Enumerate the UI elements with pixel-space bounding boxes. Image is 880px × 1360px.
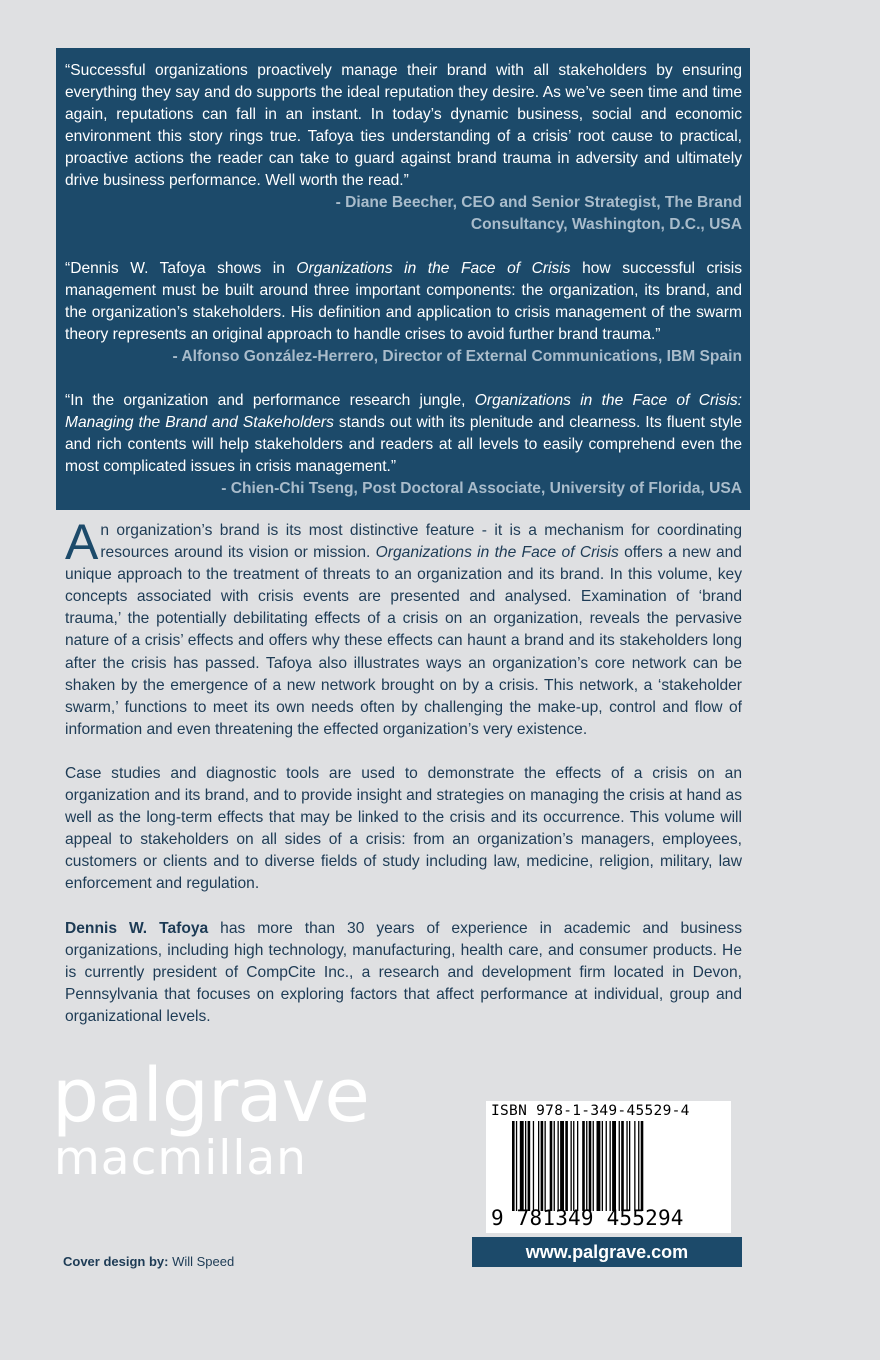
endorsement-3 [65,390,742,500]
barcode-bar [541,1121,544,1211]
logo-line-macmillan: macmillan [54,1131,307,1186]
barcode-bar [545,1121,546,1211]
logo-line-palgrave: palgrave [52,1053,369,1139]
credit-name: Will Speed [168,1254,235,1269]
barcode-bar [528,1121,531,1211]
book-description [65,514,742,1050]
endorsement-text [65,390,742,478]
cover-design-credit [63,1254,234,1269]
publisher-logo [52,1053,369,1186]
description-paragraph-2: Case studies and diagnostic tools are used to demonstrate the effects of a crisis on an organization and its brand, and to provide insight and strategies on managing the crisis at hand as well as the long-term effects that may be linked to the crisis and its occurrence. This volume will appeal to stakeholders on all sides of a crisis: from an organization’s managers, employees, customers or clients and to diverse fields of study including law, medicine, religion, military, law enforcement and regulation. [65,764,742,893]
barcode-bar [525,1121,526,1211]
barcode-bar [612,1121,616,1211]
text-span: has more than 30 years of experience in academic and business organizations, including high technology, manufacturing, health care, and consumer products. He is currently president of CompCite Inc., a research and development firm located in Devon, Pennsylvania that focuses on exploring factors that affect performance at individual, group and organizational levels. [65,919,742,1025]
endorsements-panel [56,48,750,510]
barcode-bar [560,1121,564,1211]
barcode-bar [589,1121,592,1211]
endorsement-attribution [65,192,742,236]
drop-cap: A [65,514,99,570]
barcode-bar [550,1121,553,1211]
endorsement-attribution: - Alfonso González-Herrero, Director of External Communications, IBM Spain [172,348,742,365]
barcode-bar [558,1121,559,1211]
description-paragraph-1 [65,514,742,741]
barcode-bar [610,1121,611,1211]
author-name: Dennis W. Tafoya [65,919,209,937]
book-title-italic: Organizations in the Face of Crisis [296,260,571,277]
barcode-bar [602,1121,603,1211]
attribution-line: - Diane Beecher, CEO and Senior Strategist, The Brand [335,194,742,211]
text-span: stands out with its plenitude and clearness. Its fluent style and rich contents will help stakeholders and readers at all levels to easily comprehend even the most complicated issues in crisis management.” [65,414,742,475]
barcode-bar [516,1121,517,1211]
barcode-bar [565,1121,568,1211]
barcode-bar [573,1121,574,1211]
barcode-bar [606,1121,607,1211]
endorsement-text: “Successful organizations proactively manage their brand with all stakeholders by ensuring everything they say and do supports the ideal reputation they desire. As we’ve seen time and time again, reputations can fall in an instant. In today’s dynamic business, social and economic environment this story rings true. Tafoya ties understanding of a crisis’ root cause to practical, proactive actions the reader can take to guard against brand trauma in adversity and ultimately drive business performance. Well worth the read.” [65,62,742,189]
barcode-bar [582,1121,585,1211]
barcode-bar [512,1121,515,1211]
barcode-bar [641,1121,644,1211]
credit-label: Cover design by: [63,1254,169,1269]
barcode-bar [554,1121,555,1211]
text-span: how successful crisis management must be built around three important components: the organization, its brand, and the organization’s stakeholders. His definition and application to crisis management of the swarm theory represents an original approach to handle crises to avoid further brand trauma.” [65,260,743,343]
endorsement-1 [65,60,742,236]
text-span: n organization’s brand is its most distinctive feature - it is a mechanism for coordinating resources around its vision or mission. [100,522,742,562]
isbn-label: ISBN 978-1-349-45529-4 [491,1103,690,1119]
endorsement-2 [65,258,742,368]
barcode-bar [533,1121,534,1211]
text-span: offers a new and unique approach to the treatment of threats to an organization and its brand. In this volume, key concepts associated with crisis events are presented and analysed. Examination of ‘brand trauma,’ the potentially debilitating effects of a crisis on an organization, reveals the pervasive nature of a crisis’ effects and offers why these effects can haunt a brand and its stakeholders long after the crisis has passed. Tafoya also illustrates ways an organization’s core network can be shaken by the emergence of a new network brought on by a crisis. This network, a ‘stakeholder swarm,’ functions to meet its own needs often by challenging the make-up, control and flow of information and even threatening the effected organization’s very existence. [65,544,742,738]
barcode-bar [634,1121,635,1211]
barcode-bar [538,1121,539,1211]
endorsement-text [65,258,742,346]
author-bio [65,918,742,1028]
barcode-digits: 9 781349 455294 [491,1206,684,1230]
barcode-bar [577,1121,578,1211]
attribution-line: Consultancy, Washington, D.C., USA [470,216,742,233]
isbn-barcode [486,1101,731,1233]
text-span: “In the organization and performance research jungle, [65,392,475,409]
publisher-url: www.palgrave.com [472,1237,742,1267]
barcode-bar [520,1121,524,1211]
barcode-bar [586,1121,587,1211]
text-span: “Dennis W. Tafoya shows in [65,260,297,277]
barcode-bar [571,1121,572,1211]
endorsement-attribution: - Chien-Chi Tseng, Post Doctoral Associate, University of Florida, USA [221,480,742,497]
barcode-bar [621,1121,624,1211]
book-title-italic: Organizations in the Face of Crisis: Managing the Brand and Stakeholders [65,392,742,431]
barcode-bar [593,1121,594,1211]
barcode-bar [619,1121,620,1211]
barcode-bar [638,1121,639,1211]
barcode-bar [629,1121,630,1211]
barcode-bar [597,1121,601,1211]
book-title-italic: Organizations in the Face of Crisis [375,544,619,562]
barcode-bar [626,1121,627,1211]
